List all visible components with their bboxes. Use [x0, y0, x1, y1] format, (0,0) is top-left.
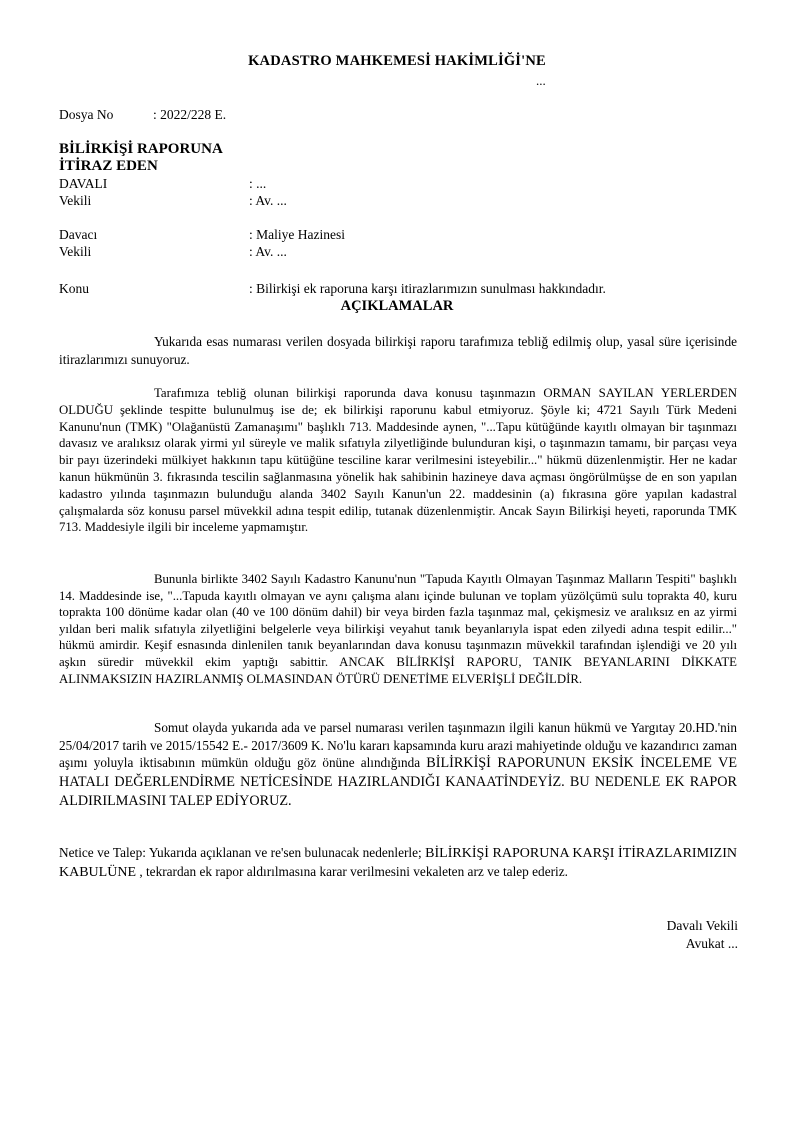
defendant-label: DAVALI [59, 176, 108, 191]
defendant-value: : ... [249, 176, 267, 191]
plaintiff-value: : Maliye Hazinesi [249, 227, 345, 242]
signature-name: Avukat ... [685, 936, 738, 951]
defendant-lawyer-label: Vekili [59, 193, 92, 208]
paragraph-request-text: Netice ve Talep: Yukarıda açıklanan ve re'sen bulunacak nedenlerle; [59, 845, 422, 860]
defendant-lawyer-value: : Av. ... [249, 193, 287, 208]
objector-heading-line2: İTİRAZ EDEN [59, 158, 158, 174]
plaintiff-lawyer-label: Vekili [59, 244, 92, 259]
subject-label: Konu [59, 281, 89, 296]
paragraph-request-text-end: , tekrardan ek rapor aldırılmasına karar verilmesini vekaleten arz ve talep ederiz. [139, 863, 568, 879]
section-heading: AÇIKLAMALAR [340, 298, 454, 314]
file-number-label: Dosya No [59, 107, 114, 122]
plaintiff-lawyer-value: : Av. ... [249, 244, 287, 259]
paragraph-tmk-713: Tarafımıza tebliğ olunan bilirkişi raporunda dava konusu taşınmazın ORMAN SAYILAN YERLERDEN OLDUĞU şeklinde tespitte bulunulmuş ise de; ek bilirkişi raporunu kabul etmiyoruz. Şöyle ki; 4721 Sayılı Türk Medeni Kanunu'nun (TMK) "Olağanüstü Zamanaşımı" başlıklı 713. Maddesinde aynen, "...Tapu kütüğünde kayıtlı olmayan bir taşınmazı davasız ve aralıksız olarak yirmi yıl süreyle ve malik sıfatıyla zilyetliğinde bulunduran kişi, o taşınmazın tamamı, bir parçası veya bir payı üzerindeki mülkiyet hakkının tapu kütüğüne tesciline karar verilmesini isteyebilir..." hükmü düzenlenmiştir. Her ne kadar kanun hükmünün 3. fıkrasında tescilin sağlanmasına yönelik hak sahibinin hazineye dava açması öngörülmüşse de en son yapılan kadastro yılında taşınmazın bulunduğu alanda 3402 Sayılı Kanun'un 22. maddesinin (a) fıkrasına göre yapılan kadastral çalışmalarda söz konusu parsel müvekkil adına tespit edilip, tutanak düzenlenmiştir. Ancak Sayın Bilirkişi heyeti, raporunda TMK 713. Maddesiyle ilgili bir inceleme yapmamıştır. [59, 386, 737, 535]
plaintiff-label: Davacı [59, 227, 98, 242]
paragraph-conclusion-emphasis: BİLİRKİŞİ RAPORUNUN EKSİK İNCELEME VE HATALI DEĞERLENDİRME NETİCESİNDE HAZIRLANDIĞI KANAATİNDEYİZ. BU NEDENLE EK RAPOR ALDIRILMASINI TALEP EDİYORUZ. [59, 755, 738, 809]
court-title: KADASTRO MAHKEMESİ HAKİMLİĞİ'NE [248, 53, 546, 69]
subject-value: : Bilirkişi ek raporuna karşı itirazlarımızın sunulması hakkındadır. [249, 281, 606, 296]
court-placeholder: ... [536, 73, 546, 88]
paragraph-kadastro-14: Bununla birlikte 3402 Sayılı Kadastro Kanunu'nun "Tapuda Kayıtlı Olmayan Taşınmaz Malların Tespiti" başlıklı 14. Maddesinde ise, "...Tapuda kayıtlı olmayan ve aynı çalışma alanı içinde bulunan ve toplam yüzölçümü sulu toprakta 40, kuru toprakta 100 dönüme kadar olan (40 ve 100 dönüm dahil) bir veya birden fazla taşınmaz mal, çekişmesiz ve aralıksız en az yirmi yıldan beri malik sıfatıyla zilyetliğini belgelerle veya bilirkişi veyahut tanık beyanlarıyla ispat eden zilyedi adına tespit edilir..." hükmü amirdir. Keşif esnasında dinlenilen tanık beyanlarından dava konusu taşınmazın müvekkil tarafından işlendiği ve 20 yılı aşkın süredir müvekkil ekim yaptığı sabittir. ANCAK BİLİRKİŞİ RAPORU, TANIK BEYANLARINI DİKKATE ALINMAKSIZIN HAZIRLANMIŞ OLMASINDAN ÖTÜRÜ DENETİME ELVERİŞLİ DEĞİLDİR. [59, 572, 737, 686]
paragraph-request-emphasis: BİLİRKİŞİ RAPORUNA KARŞI İTİRAZLARIMIZIN KABULÜNE [59, 846, 738, 880]
signature-title: Davalı Vekili [666, 918, 738, 933]
paragraph-request [59, 844, 737, 881]
paragraph-conclusion [59, 719, 737, 811]
paragraph-conclusion-text: Somut olayda yukarıda ada ve parsel numarası verilen taşınmazın ilgili kanun hükmü ve Yargıtay 20.HD.'nin 25/04/2017 tarih ve 2015/15542 E.- 2017/3609 K. No'lu kararı kapsamında kuru arazi mahiyetinde olduğu ve kazandırıcı zaman aşımı yoluyla iktisabının mümkün olduğu göz önüne alındığında [59, 720, 737, 770]
paragraph-intro: Yukarıda esas numarası verilen dosyada bilirkişi raporu tarafımıza tebliğ edilmiş olup, yasal süre içerisinde itirazlarımızı sunuyoruz. [59, 334, 737, 367]
file-number-value: : 2022/228 E. [153, 107, 227, 122]
objector-heading-line1: BİLİRKİŞİ RAPORUNA [59, 141, 223, 157]
